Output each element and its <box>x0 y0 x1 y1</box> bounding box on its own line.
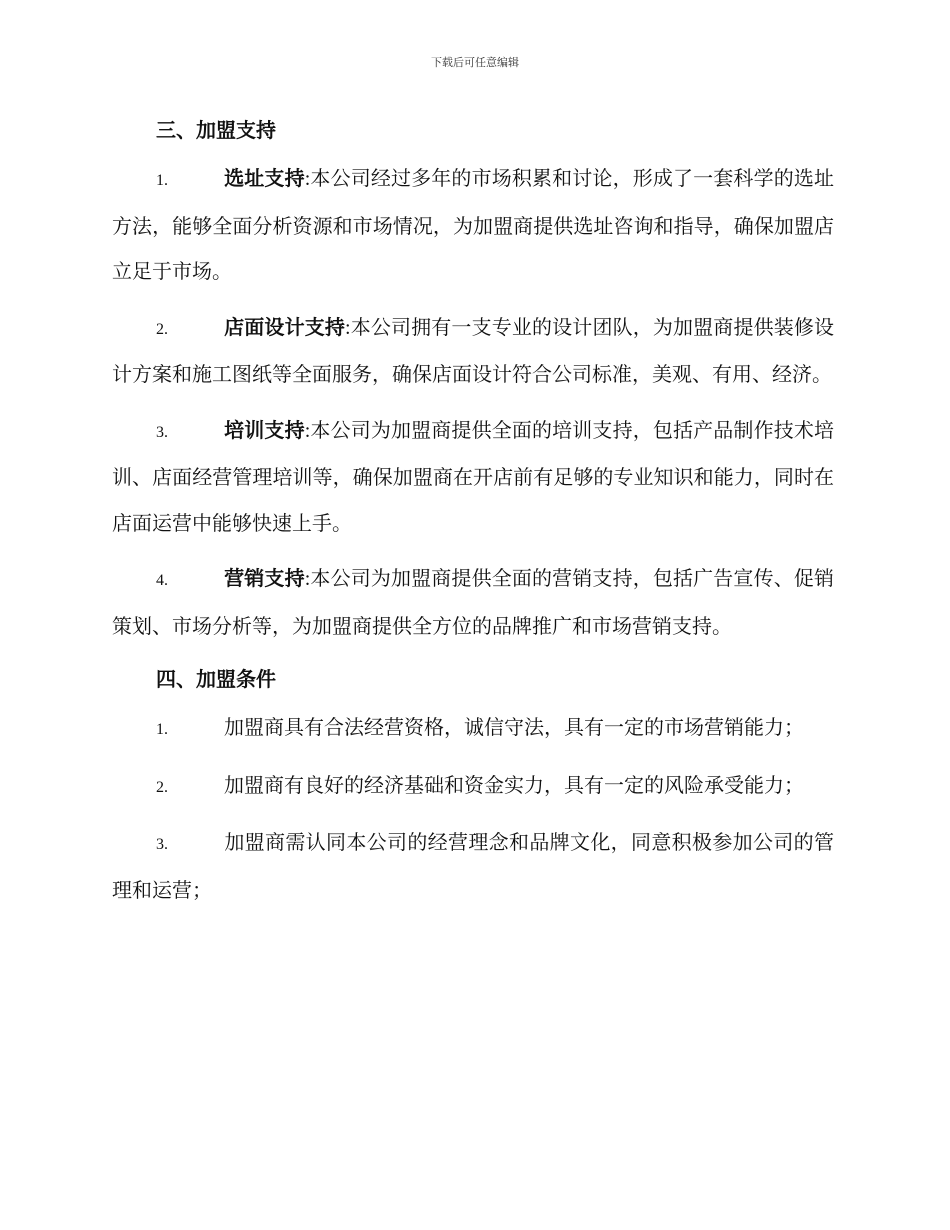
list-item <box>112 408 834 547</box>
item-colon: : <box>345 316 351 339</box>
item-text: 本公司为加盟商提供全面的培训支持，包括产品制作技术培训、店面经营管理培训等，确保加盟商在开店前有足够的专业知识和能力，同时在店面运营中能够快速上手。 <box>112 417 835 535</box>
item-colon: : <box>304 419 311 442</box>
section-franchise-support <box>112 110 834 649</box>
header-note: 下载后可任意编辑 <box>431 56 519 69</box>
section-heading: 三、加盟支持 <box>156 118 276 142</box>
list-item <box>112 763 834 811</box>
item-colon: : <box>304 168 311 190</box>
item-text: 加盟商有良好的经济基础和资金实力，具有一定的风险承受能力； <box>224 772 804 797</box>
list-item <box>112 820 834 913</box>
item-text: 本公司经过多年的市场积累和讨论，形成了一套科学的选址方法，能够全面分析资源和市场情况，为加盟商提供选址咨询和指导，确保加盟店立足于市场。 <box>112 166 835 283</box>
item-colon: : <box>304 568 311 590</box>
item-text: 本公司为加盟商提供全面的营销支持，包括广告宣传、促销策划、市场分析等，为加盟商提供全方位的品牌推广和市场营销支持。 <box>112 566 835 638</box>
list-item <box>112 305 834 398</box>
item-number: 1. <box>156 172 168 189</box>
item-text: 加盟商具有合法经营资格，诚信守法，具有一定的市场营销能力； <box>224 715 804 739</box>
item-number: 4. <box>156 572 168 589</box>
item-term: 培训支持 <box>224 417 305 442</box>
item-number: 3. <box>156 836 168 853</box>
section-franchise-conditions <box>112 659 834 913</box>
item-term: 营销支持 <box>224 566 305 590</box>
item-text: 加盟商需认同本公司的经营理念和品牌文化，同意积极参加公司的管理和运营； <box>112 830 834 902</box>
item-number: 1. <box>156 721 168 738</box>
item-text: 本公司拥有一支专业的设计团队，为加盟商提供装修设计方案和施工图纸等全面服务，确保店面设计符合公司标准，美观、有用、经济。 <box>112 314 835 386</box>
section-heading: 四、加盟条件 <box>156 667 276 691</box>
item-term: 店面设计支持 <box>224 314 346 339</box>
item-term: 选址支持 <box>224 166 305 190</box>
item-number: 3. <box>156 423 168 441</box>
item-number: 2. <box>156 320 168 338</box>
list-item <box>112 156 834 295</box>
list-item <box>112 705 834 753</box>
list-item <box>112 556 834 649</box>
item-number: 2. <box>156 778 168 796</box>
document-body <box>112 110 834 923</box>
